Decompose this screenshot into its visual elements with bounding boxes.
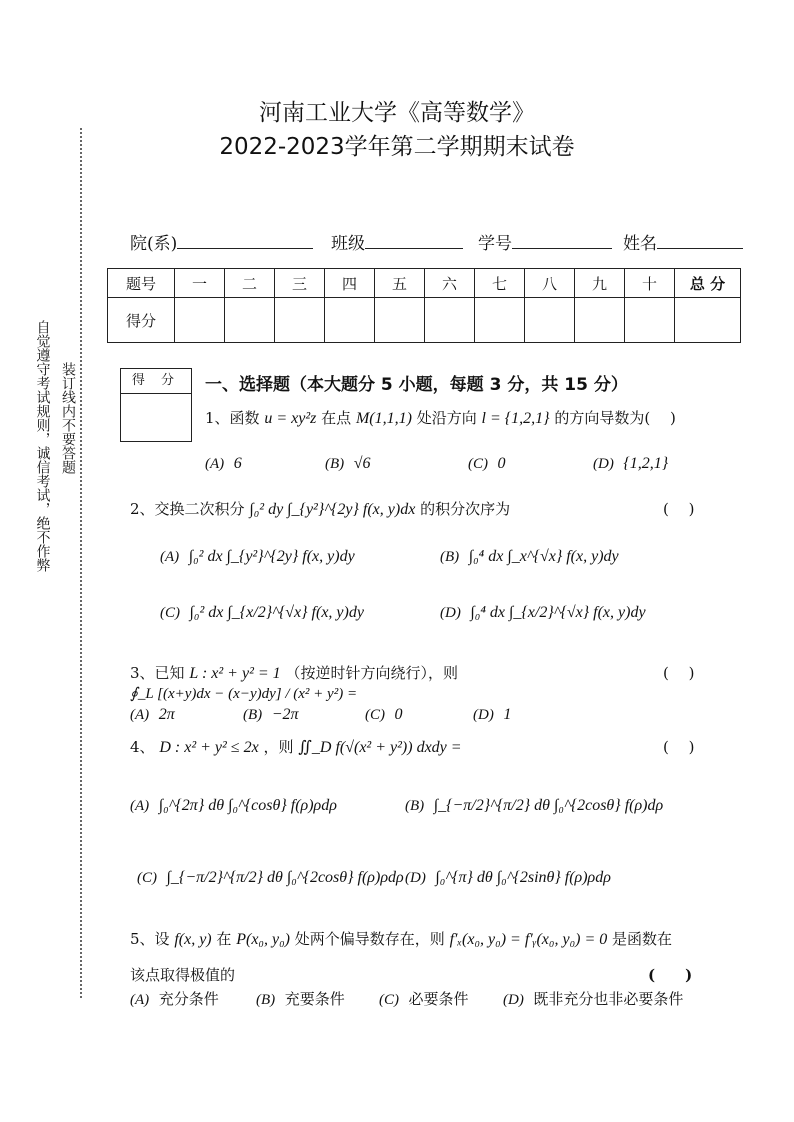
score-cell[interactable] — [475, 298, 525, 343]
header-cell: 题号 — [108, 269, 175, 298]
header-cell-total: 总 分 — [675, 269, 741, 298]
grader-score-box — [120, 368, 192, 442]
binding-notice: 装订线内不要答题 — [60, 362, 76, 474]
q3-option-c[interactable]: (C) 0 — [365, 706, 403, 723]
q2-option-c[interactable]: (C) ∫₀² dx ∫_{x/2}^{√x} f(x, y)dy — [160, 604, 364, 621]
header-cell: 九 — [575, 269, 625, 298]
id-blank[interactable] — [512, 232, 612, 249]
dept-label: 院(系) — [130, 229, 313, 254]
honesty-notice: 自觉遵守考试规则，诚信考试，绝不作弊 — [34, 320, 51, 572]
q1-option-a[interactable]: (A) 6 — [205, 455, 242, 472]
score-table-header-row — [108, 269, 741, 298]
q1-option-d[interactable]: (D) {1,2,1} — [593, 455, 669, 472]
dept-blank[interactable] — [177, 232, 313, 249]
q4-answer-paren[interactable]: ( ) — [663, 738, 695, 756]
score-table — [107, 268, 741, 343]
q5-answer-paren[interactable]: ( ) — [648, 966, 693, 984]
q4-option-c[interactable]: (C) ∫_{−π/2}^{π/2} dθ ∫₀^{2cosθ} f(ρ)ρdρ — [137, 869, 404, 886]
q5-stem: 5、设 f(x, y) 在 P(x₀, y₀) 处两个偏导数存在，则 f′ₓ(x₀, y₀) = f′ᵧ(x₀, y₀) = 0 是函数在 — [130, 930, 673, 948]
q2-stem: 2、交换二次积分 ∫₀² dy ∫_{y²}^{2y} f(x, y)dx 的积分次序为 — [130, 500, 511, 518]
score-cell[interactable] — [425, 298, 475, 343]
score-row-label: 得分 — [108, 298, 175, 343]
score-table-score-row — [108, 298, 741, 343]
q4-option-d[interactable]: (D) ∫₀^{π} dθ ∫₀^{2sinθ} f(ρ)ρdρ — [405, 869, 611, 886]
header-cell: 七 — [475, 269, 525, 298]
q4-option-b[interactable]: (B) ∫_{−π/2}^{π/2} dθ ∫₀^{2cosθ} f(ρ)dρ — [405, 797, 664, 814]
q2-integral: ∫₀² dy ∫_{y²}^{2y} f(x, y)dx — [249, 501, 416, 518]
score-cell[interactable] — [175, 298, 225, 343]
score-cell[interactable] — [525, 298, 575, 343]
name-blank[interactable] — [657, 232, 743, 249]
score-cell[interactable] — [325, 298, 375, 343]
q5-option-d[interactable]: (D) 既非充分也非必要条件 — [503, 990, 684, 1008]
score-cell[interactable] — [375, 298, 425, 343]
header-cell: 一 — [175, 269, 225, 298]
q1-option-c[interactable]: (C) 0 — [468, 455, 506, 472]
exam-title-line2: 2022-2023学年第二学期期末试卷 — [219, 134, 575, 160]
header-cell: 六 — [425, 269, 475, 298]
q5-option-c[interactable]: (C) 必要条件 — [379, 990, 469, 1008]
q3-stem: 3、已知 L : x² + y² = 1 （按逆时针方向绕行），则 — [130, 664, 458, 682]
score-cell[interactable] — [225, 298, 275, 343]
q2-option-a[interactable]: (A) ∫₀² dx ∫_{y²}^{2y} f(x, y)dy — [160, 548, 355, 565]
q1-option-b[interactable]: (B) √6 — [325, 455, 371, 472]
q4-option-a[interactable]: (A) ∫₀^{2π} dθ ∫₀^{cosθ} f(ρ)ρdρ — [130, 797, 337, 814]
q3-option-b[interactable]: (B) −2π — [243, 706, 299, 723]
class-label: 班级 — [331, 229, 463, 254]
section1-heading: 一、选择题（本大题分 5 小题，每题 3 分，共 15 分） — [205, 375, 628, 395]
score-cell[interactable] — [675, 298, 741, 343]
q2-answer-paren[interactable]: ( ) — [663, 500, 695, 518]
q5-stem-continued: 该点取得极值的 — [130, 966, 236, 984]
q3-option-a[interactable]: (A) 2π — [130, 706, 175, 723]
binding-dotted-line — [80, 128, 82, 998]
header-cell: 八 — [525, 269, 575, 298]
exam-title-line1: 河南工业大学《高等数学》 — [259, 100, 535, 126]
header-cell: 五 — [375, 269, 425, 298]
q4-integral: ∬_D f(√(x² + y²)) dxdy = — [298, 739, 462, 756]
score-cell[interactable] — [275, 298, 325, 343]
q2-option-d[interactable]: (D) ∫₀⁴ dx ∫_{x/2}^{√x} f(x, y)dy — [440, 604, 646, 621]
q4-stem: 4、 D : x² + y² ≤ 2x ，则 ∬_D f(√(x² + y²)) dxdy = — [130, 738, 462, 756]
q3-integral-line — [130, 684, 357, 703]
header-cell: 四 — [325, 269, 375, 298]
id-label: 学号 — [478, 229, 612, 254]
q5-option-a[interactable]: (A) 充分条件 — [130, 990, 219, 1008]
header-cell: 十 — [625, 269, 675, 298]
q3-answer-paren[interactable]: ( ) — [663, 664, 695, 682]
class-blank[interactable] — [365, 232, 463, 249]
name-label: 姓名 — [623, 229, 743, 254]
q3-option-d[interactable]: (D) 1 — [473, 706, 512, 723]
grader-score-label: 得 分 — [121, 369, 191, 394]
score-cell[interactable] — [625, 298, 675, 343]
score-cell[interactable] — [575, 298, 625, 343]
q5-option-b[interactable]: (B) 充要条件 — [256, 990, 345, 1008]
q3-integral: ∮_L [(x+y)dx − (x−y)dy] / (x² + y²) = — [130, 686, 358, 702]
q2-option-b[interactable]: (B) ∫₀⁴ dx ∫_x^{√x} f(x, y)dy — [440, 548, 619, 565]
header-cell: 三 — [275, 269, 325, 298]
grader-score-field[interactable] — [121, 394, 191, 440]
q1-stem: 1、函数 u = xy²z 在点 M(1,1,1) 处沿方向 l = {1,2,1} 的方向导数为( ) — [205, 409, 676, 427]
header-cell: 二 — [225, 269, 275, 298]
